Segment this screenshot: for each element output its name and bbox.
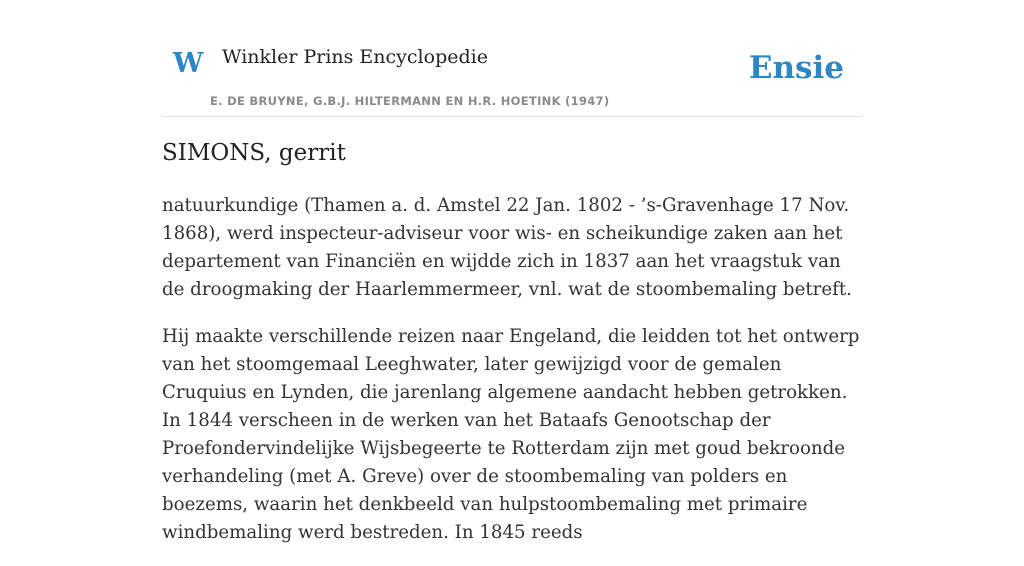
entry-title: SIMONS, gerrit <box>162 140 346 166</box>
brand-logo[interactable]: Ensie <box>748 50 844 86</box>
entry-paragraph: Hij maakte verschillende reizen naar Engeland, die leidden tot het ontwerp van het stoomgemaal Leeghwater, later gewijzigd voor de gemalen Cruquius en Lynden, die jarenlang algemene aandacht hebben getrokken. In 1844 verscheen in de werken van het Bataafs Genootschap der Proefondervindelijke Wijsbegeerte te Rotterdam zijn met goud bekroonde verhandeling (met A. Greve) over de stoombemaling van polders en boezems, waarin het denkbeeld van hulpstoombemaling met primaire windbemaling werd bestreden. In 1845 reeds <box>162 326 860 543</box>
source-authors: E. DE BRUYNE, G.B.J. HILTERMANN EN H.R. HOETINK (1947) <box>210 94 610 108</box>
entry-paragraph: natuurkundige (Thamen a. d. Amstel 22 Jan. 1802 - ’s-Gravenhage 17 Nov. 1868), werd inspecteur-adviseur voor wis- en scheikundige zaken aan het departement van Financiën en wijdde zich in 1837 aan het vraagstuk van de droogmaking der Haarlemmermeer, vnl. wat de stoombemaling betreft. <box>162 195 852 300</box>
entry-body <box>162 192 867 566</box>
source-header <box>162 0 862 117</box>
source-logo-icon[interactable]: W <box>173 48 204 79</box>
source-title[interactable]: Winkler Prins Encyclopedie <box>222 46 488 68</box>
